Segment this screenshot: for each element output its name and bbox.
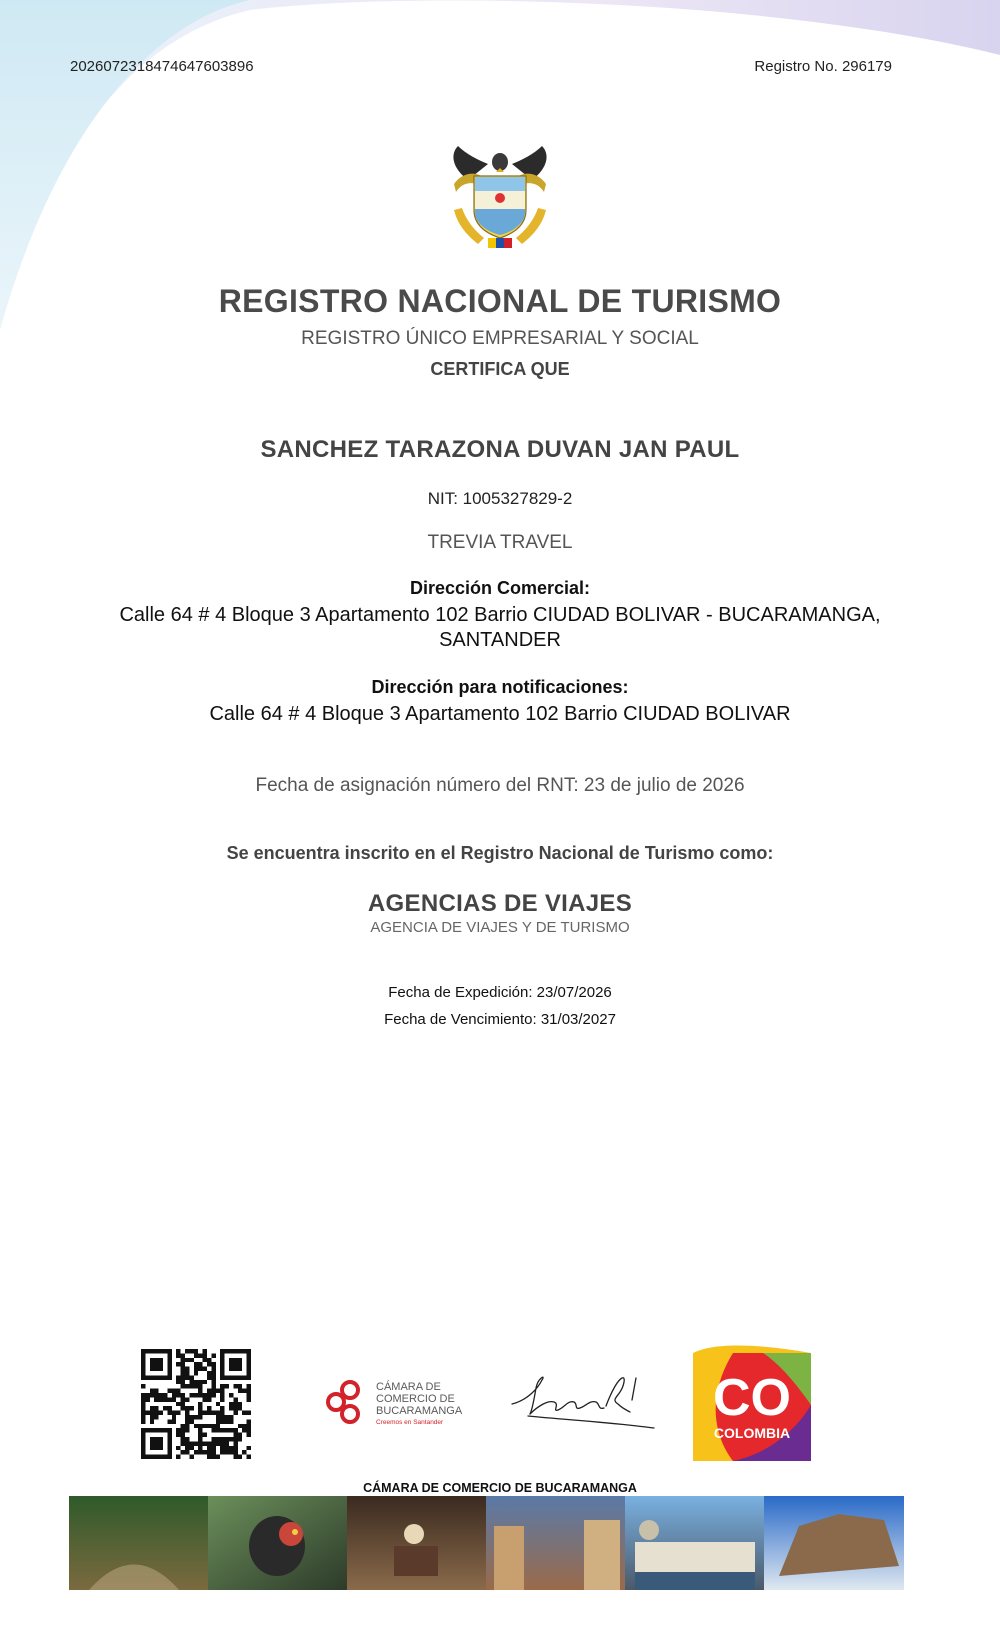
certifica-heading: CERTIFICA QUE bbox=[430, 359, 570, 379]
tourism-photo-strip bbox=[69, 1496, 904, 1590]
commercial-address-label: Dirección Comercial: bbox=[409, 578, 591, 598]
registration-statement: Se encuentra inscrito en el Registro Nacional de Turismo como: bbox=[226, 843, 774, 863]
ccb-logo-text-1: CÁMARA DE bbox=[376, 1381, 441, 1393]
commercial-address-line2: SANTANDER bbox=[439, 629, 561, 651]
subcategory: AGENCIA DE VIAJES Y DE TURISMO bbox=[370, 919, 630, 936]
category: AGENCIAS DE VIAJES bbox=[367, 890, 633, 917]
signature-icon bbox=[508, 1370, 658, 1434]
rnt-assignment-date: Fecha de asignación número del RNT: 23 de julio de 2026 bbox=[255, 775, 745, 796]
ccb-logo-icon bbox=[322, 1374, 472, 1430]
issuer-label: CÁMARA DE COMERCIO DE BUCARAMANGA bbox=[363, 1481, 637, 1495]
nit-value: NIT: 1005327829-2 bbox=[427, 489, 573, 508]
registro-number: Registro No. 296179 bbox=[754, 58, 892, 75]
co-logo-mark: CO bbox=[713, 1369, 791, 1427]
ccb-logo-text-2: COMERCIO DE bbox=[376, 1393, 455, 1405]
notification-address-value: Calle 64 # 4 Bloque 3 Apartamento 102 Barrio CIUDAD BOLIVAR bbox=[209, 703, 791, 725]
ccb-logo-tagline: Creemos en Santander bbox=[376, 1419, 444, 1426]
commercial-address-line1: Calle 64 # 4 Bloque 3 Apartamento 102 Barrio CIUDAD BOLIVAR - BUCARAMANGA, bbox=[119, 604, 881, 626]
document-id: 20260723184746476038​96 bbox=[70, 58, 254, 75]
colombian-coat-of-arms-icon bbox=[448, 140, 552, 250]
holder-name: SANCHEZ TARAZONA DUVAN JAN PAUL bbox=[260, 436, 740, 463]
issue-date: Fecha de Expedición: 23/07/2026 bbox=[388, 984, 612, 1001]
document-title: REGISTRO NACIONAL DE TURISMO bbox=[218, 283, 782, 319]
qr-code-icon bbox=[141, 1349, 251, 1459]
commercial-name: TREVIA TRAVEL bbox=[427, 532, 573, 553]
notification-address-label: Dirección para notificaciones: bbox=[371, 677, 629, 697]
colombia-brand-logo-icon bbox=[693, 1345, 811, 1461]
expiration-date: Fecha de Vencimiento: 31/03/2027 bbox=[384, 1011, 616, 1028]
co-logo-word: COLOMBIA bbox=[713, 1425, 791, 1441]
ccb-logo-text-3: BUCARAMANGA bbox=[376, 1405, 463, 1417]
document-subtitle: REGISTRO ÚNICO EMPRESARIAL Y SOCIAL bbox=[301, 328, 699, 349]
